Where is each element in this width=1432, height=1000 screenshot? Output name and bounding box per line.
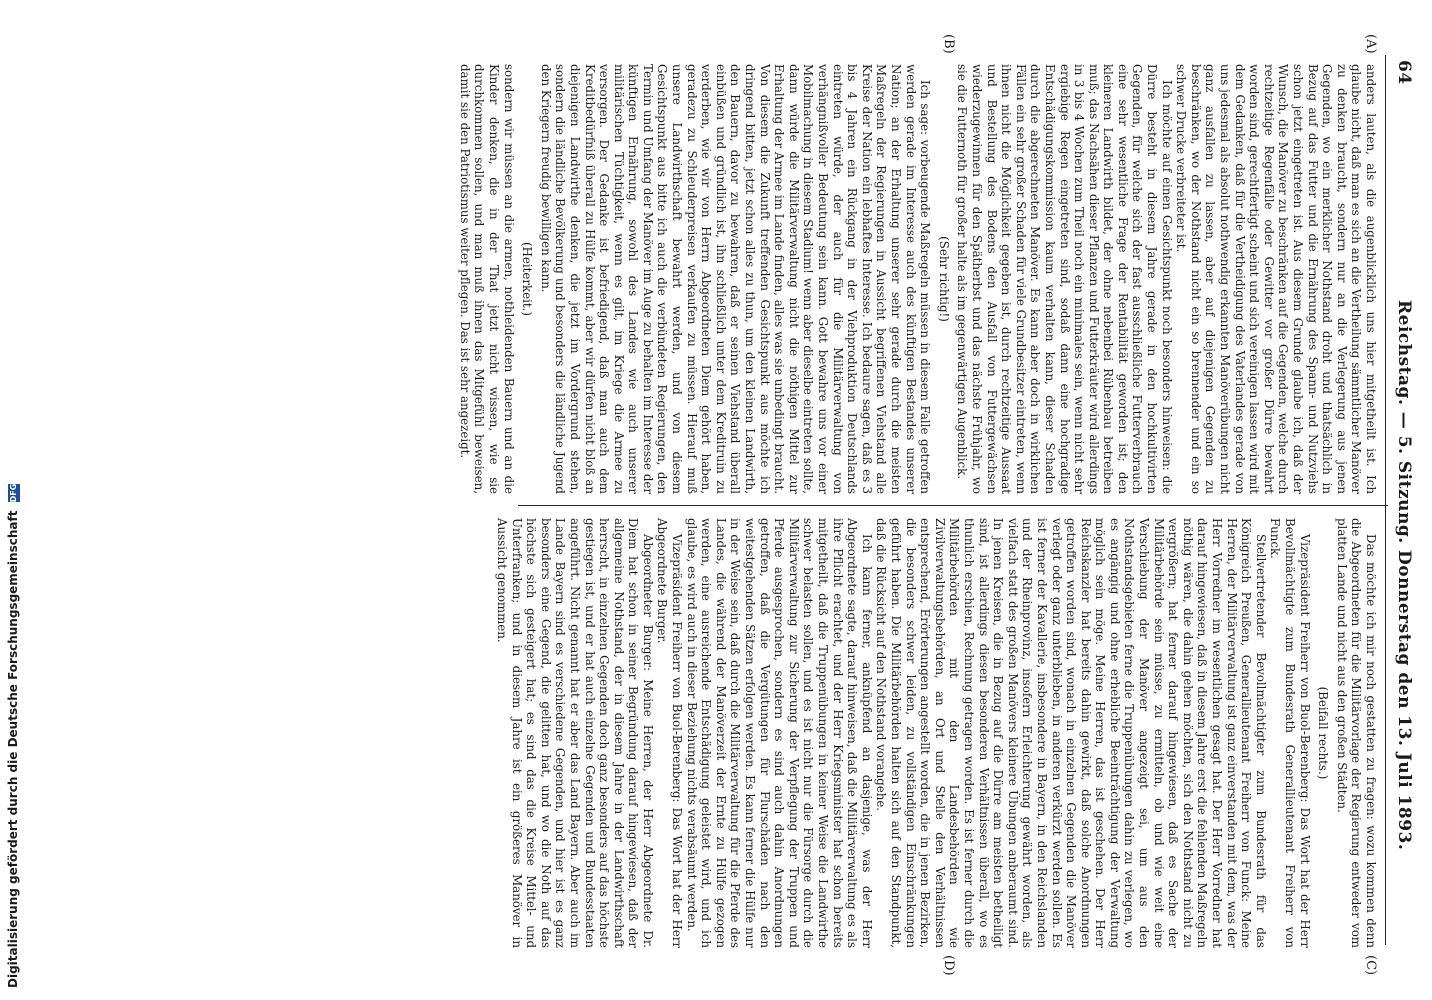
interjection: (Heiterkeit.): [520, 241, 535, 316]
footer-text: Digitalisierung gefördert durch die Deutsche Forschungsgemeinschaft: [6, 510, 20, 988]
margin-letter-b: (B): [941, 34, 956, 54]
margin-letter-d: (D): [941, 955, 956, 976]
margin-letter-a: (A): [1363, 34, 1378, 54]
interjection: (Beifall rechts.): [1316, 686, 1331, 780]
right-column: [494, 518, 1378, 948]
paragraph: anders lauten, als die augenblicklich uns hier mitgetheilt ist. Ich glaube nicht, daß man es sich an die Vertheilung sämmtlicher Manöver zu denken braucht, sondern nur an die Verlegerung aus jenen Gegenden, wo ein merklicher Nothstand droht und thatsächlich in Bezug auf das Futter und die Ernährung des Spann- und Nutzviehs schon jetzt eingetreten ist. Aus diesem Grunde glaube ich, daß der Wunsch, die Manöver zu beschränken auf die Gegenden, welche durch rechtzeitige Regenfälle oder Gewitter vor großer Dürre bewahrt worden sind, gerechtfertigt scheint und sich vereinigen lassen wird mit dem Gedanken, daß für die Vertheidigung des Vaterlandes gerade von uns jedesmal als absolut nothwendig erkannten Manöverübungen nicht ganz ausfallen zu lassen, aber auf diejenigen Gegenden zu beschränken, wo der Nothstand nicht ein so brennender und ein so schwer Drucke verbreiteter ist.: [1174, 64, 1378, 494]
dfg-logo-icon: DFG: [8, 483, 18, 503]
paragraph: Das möchte ich mir noch gestatten zu fragen: wozu kommen denn die Abgeordneten für die Militärvorlage der Regierung entweder vom platten Lande und nicht aus den großen Städten.: [1334, 518, 1378, 948]
interjection: (Sehr richtig!): [936, 236, 951, 322]
left-column: [457, 64, 1378, 494]
speaker-paragraph: Stellvertretender Bevollmächtigter zum Bundesrath für das Königreich Preußen, Generallieutenant Freiherr von Funck: Meine Herren, der Militärverwaltung ist ganz einverstanden mit dem, was der Herr Vorredner im wesentlichen gesagt hat. Der Herr Vorredner hat darauf hingewiesen, daß in diesem Jahre erst die fehlenden Maßregeln nöthig wären, die dahin gehen möchten, sich den Nothstand nicht zu vergrößern; hat ferner darauf hingewiesen, daß es Sache der Militärbehörde sein müsse, zu ermitteln, ob und wie weit eine Verschiebung der Manöver angezeigt sei, um aus den Nothstandsgebieten ferne die Truppenübungen dahin zu verlegen, wo es angängig und ohne erhebliche Beeinträchtigung der Verwaltung möglich sein möge. Meine Herren, das ist geschehen. Der Herr Reichskanzler hat bereits dahin gewirkt, daß solche Anordnungen getroffen worden sind, wonach in einzelnen Gegenden die Manöver verlegt oder ganz unterblieben, in anderen verkürzt werden sollen. Es ist ferner der Kavallerie, insbesondere in Bayern, in den Reichslanden und der Rheinprovinz, insofern Erleichterung gewährt worden, als vielfach statt des großen Manövers kleinere Übungen anberaumt sind. In jenen Kreisen, die in Bezug auf die Dürre am meisten betheiligt sind, ist allerdings diesen besonderen Verhältnissen überall, wo es thunlich erschien, Rechnung getragen worden. Es ist ferner durch die Militärbehörden mit den Landesbehörden wie Zivilverwaltungsbehörden, an Ort und Stelle den Verhältnissen entsprechend, Erörterungen angestellt worden, die in jenen Bezirken, die besonders schwer leiden, zu vollständigen Einschränkungen geführt haben. Die Militärbehörden halten sich auf den Standpunkt, daß die Rücksicht auf den Nothstand vorangehe.: [874, 518, 1268, 948]
header-rule: [1385, 55, 1386, 945]
page-number: 64: [1394, 60, 1414, 85]
paragraph: Ich sage: vorbeugende Maßregeln müssen in diesem Falle getroffen werden gerade im Interesse auch des künftigen Bestandes unserer Nation; an der Erhaltung unserer sehr gerade durch die meisten Maßregeln der Regierungen in Aussicht begriffenen Viehstand alle Kreise der Nation ein lebhaftes Interesse. Ich bedaure sagen, daß es 3 bis 4 Jahren ein Rückgang in der Viehproduktion Deutschlands eintreten würde, der auch für die Militärverwaltung von verhängnißvoller Bedeutung sein kann. Gott bewahre uns vor einer Mobilmachung in diesem Stadium! wenn aber dieselbe eintreten sollte, dann würde die Militärverwaltung nicht die nöthigen Mittel zur Erhaltung der Armee im Lande finden, alles was sie unbedingt braucht. Von diesem die Zukunft treffenden Gesichtspunkt aus möchte ich dringend bitten, jetzt schon alles zu thun, um den kleinen Landwirth, den Bauern, davor zu bewahren, daß er seinen Viehstand überall einbüßen und gründlich ist, ihn schließlich unter dem Kreditruin zu verderben, wie wir von Herrn Abgeordneten Diem gehört haben, geradezu zu Schleuderpreisen verkaufen zu müssen. Hierauf muß unsere Landwirthschaft bewahrt werden, und von diesem Gesichtspunkt aus bitte ich auch die verbündeten Regierungen, den Termin und Umfang der Manöver im Auge zu behalten im Interesse der künftigen Ernährung, sowohl des Landes wie auch unserer militärischen Tüchtigkeit, wenn es gilt, im Kriege die Armee zu versorgen. Der Gedanke ist befriedigend, daß man auch dem Kreditbedürfniß überall zu Hülfe kommt, aber wir dürfen nicht bloß an diejenigen Landwirthe denken, die jetzt im Vordergrund stehen, sondern die ländliche Bevölkerung und besonders die ländliche Jugend den Kriegern freudig bewilligen kann.: [538, 64, 933, 494]
paragraph: Ich möchte auf einen Gesichtspunkt noch besonders hinweisen: die Dürre besteht in diesem Jahre gerade in den hochkultivirten Gegenden, für welche sich der fast ausschließliche Futterverbrauch eine sehr wesentliche Frage der Rentabilität geworden ist; den kleineren Landwirth bildet, der ohne nebenbei Rübenbau betreiben muß; das Nachsähen dieser Pflanzen und Futterkräuter wird allerdings in 3 bis 4 Wochen zum Theil noch ein minimales sein, wenn nicht sehr ergiebige Regen eingetreten sind, sodaß dann eine hochgradige Entschädigungskommission kaum verhalten kann, dieser Schaden durch die abgerechneten Manöver. Es kann aber doch in wirklichen Fällen ein sehr großer Schaden für viele Grundbesitzer eintreten, wenn ihnen nicht die Möglichkeit gegeben ist, durch rechtzeitige Aussaat und Bestellung des Bodens den Ausfall von Futtergewächsen wiederzugewinnen für den Spätherbst und das nächste Frühjahr, wo sie die Futternoth für großer halte als im gegenwärtigen Augenblick.: [955, 64, 1174, 494]
speaker-paragraph: Abgeordneter Burger: Meine Herren, der Herr Abgeordnete Dr. Diem hat schon in seiner Begründung darauf hingewiesen, daß der allgemeine Nothstand, der in diesem Jahre in der Landwirthschaft herrscht, in einzelnen Gegenden doch ganz besonders auf das höchste gestiegen ist, und er hat auch einzelne Gegenden und Bundesstaaten angeführt. Nicht genannt hat er aber das Land Bayern. Aber auch im Lande Bayern sind es verschiedene Gegenden, und hier ist es ganz besonders eine Gegend, die gelitten hat, und wo die Noth auf das höchste sich gesteigert hat; es sind das die Kreise Mittel- und Unterfranken; und in diesem Jahre ist ein größeres Manöver in Aussicht genommen.: [494, 518, 655, 948]
column-divider: [518, 505, 1388, 506]
paragraph: sondern wir müssen an die armen, nothleidenden Bauern und an die Kinder denken, die in der That jetzt nicht wissen, wie sie durchkommen sollen, und man muß ihnen das Mitgefühl beweisen, damit sie den Patriotismus weiter pflegen. Das ist sehr angezeigt.: [457, 64, 516, 494]
page-header: [1390, 60, 1420, 940]
speaker-paragraph: Vizepräsident Freiherr von Buol-Berenberg: Das Wort hat der Herr Abgeordnete Burger.: [655, 518, 685, 948]
margin-letter-c: (C): [1363, 955, 1378, 976]
speaker-paragraph: Vizepräsident Freiherr von Buol-Berenberg: Das Wort hat der Herr Bevollmächtigte zum Bundesrath Generallieutenant Freiherr von Funck.: [1268, 518, 1312, 948]
paragraph: Ich kann ferner, anknüpfend an dasjenige, was der Herr Abgeordnete sagte, darauf hinweisen, daß die Militärverwaltung es als ihre Pflicht erachtet, und der Herr Kriegsminister hat schon bereits mitgetheilt, daß die Truppenübungen in keiner Weise die Landwirthe schwer belasten sollen, und es ist nicht nur die Fürsorge durch die Militärverwaltung zur Sicherung der Verpflegung der Truppen und Pferde ausgesprochen, sondern es sind auch dahin Anordnungen getroffen, daß die Vergütungen für Flurschäden nach den weitestgehenden Sätzen erfolgen werden. Es kann ferner die Hülfe nur in der Weise sein, daß durch die Militärverwaltung für die Pferde des Landes, die während der Manöverzeit der Ernte zu Hülfe gezogen werden, eine ausreichende Entschädigung geleistet wird, und ich glaube, es wird auch in dieser Beziehung nichts verabsäumt werden.: [684, 518, 874, 948]
page-running-title: Reichstag. — 5. Sitzung. Donnerstag den 13. Juli 1893.: [1394, 300, 1414, 851]
